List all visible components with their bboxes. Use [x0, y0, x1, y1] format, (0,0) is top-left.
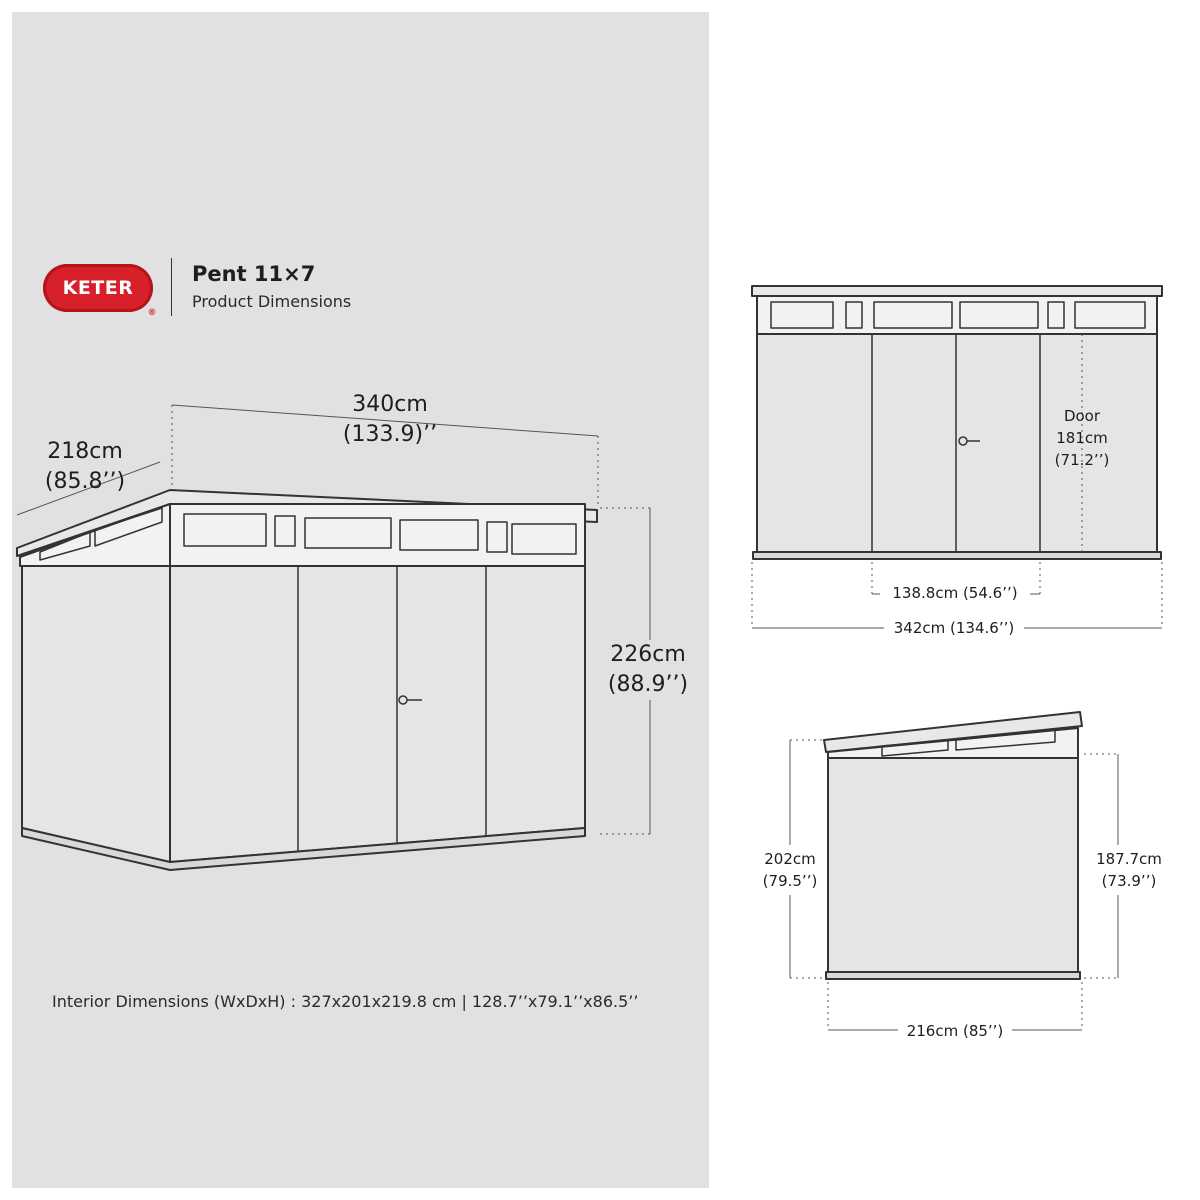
door-height-in: (71.2’’)	[1054, 451, 1110, 469]
perspective-depth-in: (85.8’’)	[44, 469, 126, 494]
front-total-width-label: 342cm (134.6’’)	[893, 619, 1015, 637]
registered-mark: ®	[147, 308, 157, 318]
door-width-label: 138.8cm (54.6’’)	[892, 584, 1018, 602]
side-back-height-cm: 187.7cm	[1096, 850, 1162, 868]
perspective-width-cm: 340cm	[352, 392, 428, 417]
perspective-height-label	[596, 640, 700, 700]
side-back-height-label	[1086, 848, 1172, 892]
logo-text: KETER	[62, 277, 134, 299]
perspective-side-wall	[22, 566, 170, 862]
perspective-height-in: (88.9’’)	[607, 672, 689, 697]
side-front-height-label	[752, 848, 828, 892]
perspective-width-in: (133.9)’’	[342, 422, 438, 447]
product-title: Pent 11×7	[192, 262, 316, 286]
perspective-front-wall	[170, 566, 585, 862]
perspective-width-label	[330, 390, 450, 450]
side-front-height-cm: 202cm	[764, 850, 816, 868]
product-subtitle: Product Dimensions	[192, 292, 352, 311]
perspective-depth-cm: 218cm	[47, 439, 123, 464]
side-view-shed	[824, 712, 1082, 979]
side-front-height-in: (79.5’’)	[762, 872, 818, 890]
interior-dimensions-text: Interior Dimensions (WxDxH) : 327x201x219.8 cm | 128.7’’x79.1’’x86.5’’	[52, 992, 639, 1011]
perspective-depth-label	[30, 437, 140, 497]
perspective-shed	[17, 490, 597, 870]
door-label: Door	[1063, 407, 1101, 425]
side-depth-label: 216cm (85’’)	[906, 1022, 1004, 1040]
door-height-label	[1040, 405, 1124, 471]
perspective-height-cm: 226cm	[610, 642, 686, 667]
door-height-cm: 181cm	[1056, 429, 1108, 447]
side-back-height-in: (73.9’’)	[1101, 872, 1157, 890]
